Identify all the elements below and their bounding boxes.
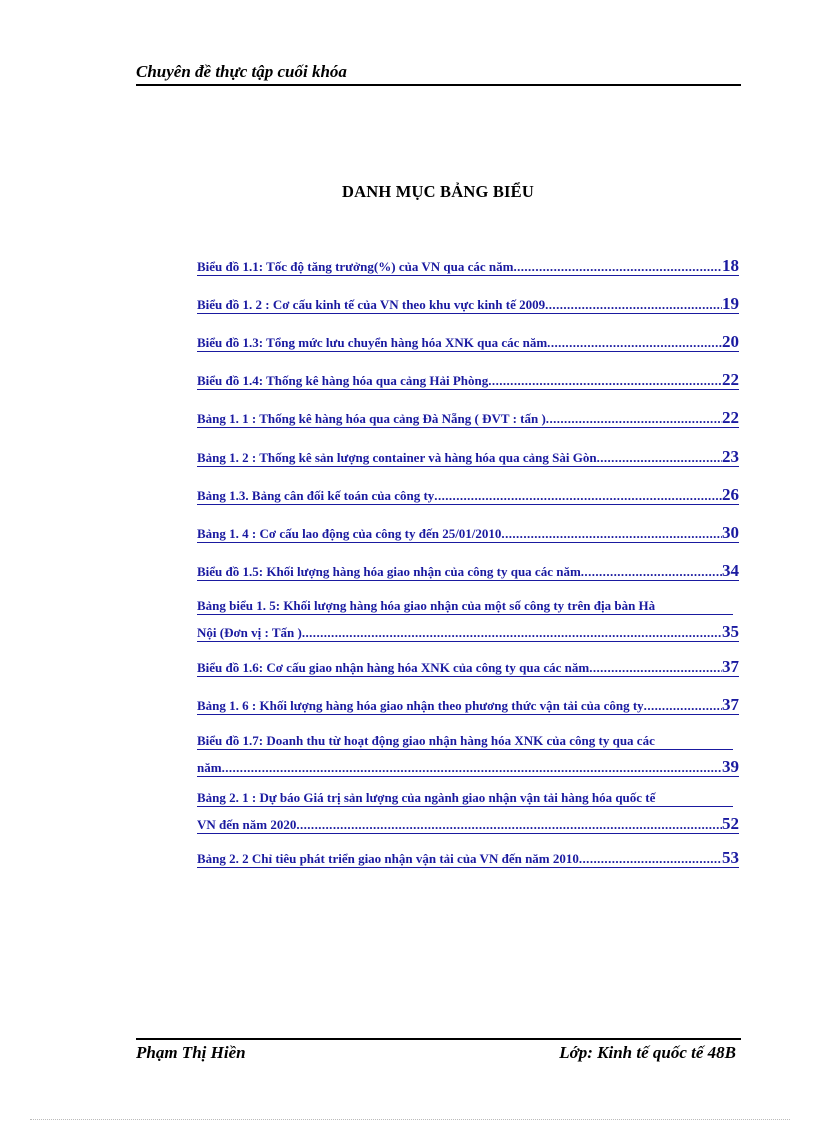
toc-entry[interactable] xyxy=(197,733,739,777)
toc-entry-text: Bảng 1.3. Bảng cân đối kế toán của công ty xyxy=(197,488,435,503)
toc-entry[interactable] xyxy=(197,296,739,314)
toc-entry[interactable] xyxy=(197,659,739,677)
toc-entry[interactable] xyxy=(197,563,739,581)
toc-entry-text: Biểu đồ 1.7: Doanh thu từ hoạt động giao nhận hàng hóa XNK của công ty qua các xyxy=(197,733,733,750)
toc-entry[interactable] xyxy=(197,525,739,543)
footer-class: Lớp: Kinh tế quốc tế 48B xyxy=(559,1043,736,1062)
page-header: Chuyên đề thực tập cuối khóa xyxy=(136,62,347,81)
toc-entry-text: năm xyxy=(197,760,222,775)
toc-entry[interactable] xyxy=(197,372,739,390)
toc-entry[interactable] xyxy=(197,850,739,868)
toc-page-number: 53 xyxy=(722,850,739,867)
footer-author: Phạm Thị Hiền xyxy=(136,1043,246,1062)
toc-entry[interactable] xyxy=(197,449,739,467)
footer-divider xyxy=(136,1038,741,1040)
toc-page-number: 23 xyxy=(722,449,739,466)
toc-entry[interactable] xyxy=(197,410,739,428)
toc-entry-text: VN đến năm 2020 xyxy=(197,817,297,832)
page-bottom-border xyxy=(30,1119,790,1120)
toc-page-number: 20 xyxy=(722,334,739,351)
toc-entry[interactable] xyxy=(197,598,739,642)
toc-page-number: 52 xyxy=(722,816,739,833)
toc-entry-text: Bảng biểu 1. 5: Khối lượng hàng hóa giao nhận của một số công ty trên địa bàn Hà xyxy=(197,598,733,615)
toc-entry[interactable] xyxy=(197,790,739,834)
toc-page-number: 37 xyxy=(722,697,739,714)
toc-entry[interactable] xyxy=(197,258,739,276)
toc-page-number: 39 xyxy=(722,759,739,776)
toc-entry-text: Bảng 1. 4 : Cơ cấu lao động của công ty đến 25/01/2010 xyxy=(197,526,502,541)
toc-page-number: 30 xyxy=(722,525,739,542)
toc-entry-text: Bảng 1. 2 : Thống kê sản lượng container và hàng hóa qua cảng Sài Gòn xyxy=(197,450,597,465)
toc-entry-text: Biểu đồ 1.5: Khối lượng hàng hóa giao nhận của công ty qua các năm xyxy=(197,564,581,579)
toc-entry-text: Biểu đồ 1.6: Cơ cấu giao nhận hàng hóa XNK của công ty qua các năm xyxy=(197,660,590,675)
toc-page-number: 26 xyxy=(722,487,739,504)
toc-entry[interactable] xyxy=(197,697,739,715)
toc-entry-text: Bảng 1. 6 : Khối lượng hàng hóa giao nhận theo phương thức vận tải của công ty xyxy=(197,698,644,713)
toc-entry-text: Biểu đồ 1.3: Tổng mức lưu chuyển hàng hóa XNK qua các năm xyxy=(197,335,548,350)
toc-page-number: 19 xyxy=(722,296,739,313)
toc-entry-text: Biểu đồ 1. 2 : Cơ cấu kinh tế của VN theo khu vực kinh tế 2009 xyxy=(197,297,546,312)
toc-entry-text: Bảng 2. 1 : Dự báo Giá trị sản lượng của ngành giao nhận vận tải hàng hóa quốc tế xyxy=(197,790,733,807)
toc-page-number: 18 xyxy=(722,258,739,275)
toc-entry-text: Biểu đồ 1.4: Thống kê hàng hóa qua cảng Hải Phòng xyxy=(197,373,489,388)
toc-page-number: 34 xyxy=(722,563,739,580)
toc-page-number: 22 xyxy=(722,410,739,427)
toc-entry[interactable] xyxy=(197,487,739,505)
toc-entry-text: Nội (Đơn vị : Tấn ) xyxy=(197,625,302,640)
page-title: DANH MỤC BẢNG BIỂU xyxy=(342,182,534,201)
toc-page-number: 35 xyxy=(722,624,739,641)
toc-entry[interactable] xyxy=(197,334,739,352)
toc-entry-text: Bảng 1. 1 : Thống kê hàng hóa qua cảng Đà Nẵng ( ĐVT : tấn ) xyxy=(197,411,546,426)
toc-page-number: 37 xyxy=(722,659,739,676)
header-divider xyxy=(136,84,741,86)
toc-page-number: 22 xyxy=(722,372,739,389)
toc-entry-text: Biểu đồ 1.1: Tốc độ tăng trưởng(%) của VN qua các năm xyxy=(197,259,514,274)
toc-entry-text: Bảng 2. 2 Chỉ tiêu phát triển giao nhận vận tải của VN đến năm 2010 xyxy=(197,851,579,866)
